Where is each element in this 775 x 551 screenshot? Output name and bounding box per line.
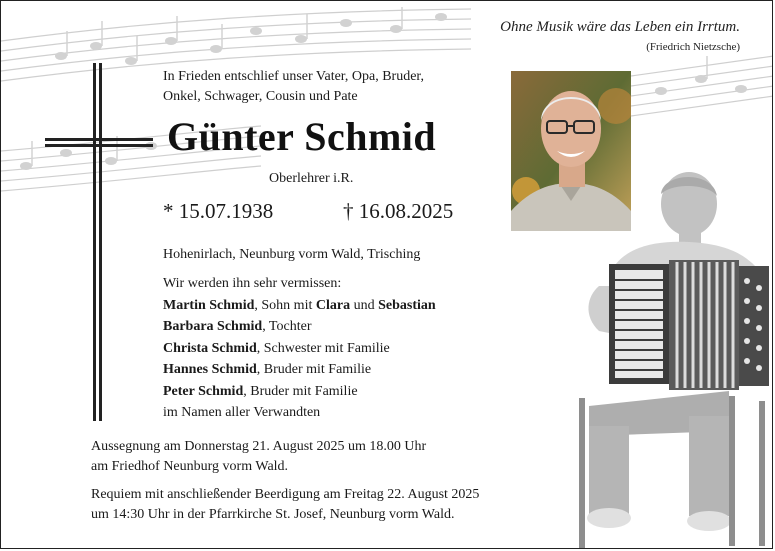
places-text: Hohenirlach, Neunburg vorm Wald, Trisching [163, 247, 421, 262]
cross-icon [45, 63, 153, 421]
family-heading: Wir werden ihn sehr vermissen: [163, 276, 342, 291]
intro-text [163, 67, 503, 107]
life-dates [163, 199, 503, 224]
service-line-1: Aussegnung am Donnerstag 21. August 2025 um 18.00 Uhr [91, 439, 427, 454]
death-date: † 16.08.2025 [343, 199, 454, 223]
accordion-player-photo [579, 166, 773, 549]
intro-line-2: Onkel, Schwager, Cousin und Pate [163, 89, 358, 104]
requiem-line-1: Requiem mit anschließender Beerdigung am Freitag 22. August 2025 [91, 487, 480, 502]
intro-line-1: In Frieden entschlief unser Vater, Opa, Bruder, [163, 69, 425, 84]
family-member: Peter Schmid, Bruder mit Familie [163, 383, 358, 399]
quote-text: Ohne Musik wäre das Leben ein Irrtum. [500, 19, 740, 35]
family-member: Christa Schmid, Schwester mit Familie [163, 340, 390, 356]
service-line-2: am Friedhof Neunburg vorm Wald. [91, 459, 289, 474]
requiem-line-2: um 14:30 Uhr in der Pfarrkirche St. Josef, Neunburg vorm Wald. [91, 507, 455, 522]
service-info [91, 437, 426, 477]
family-list [163, 273, 436, 424]
deceased-title: Oberlehrer i.R. [269, 171, 354, 186]
family-closing: im Namen aller Verwandten [163, 405, 321, 420]
family-member: Martin Schmid, Sohn mit Clara und Sebastian [163, 297, 436, 313]
deceased-name: Günter Schmid [167, 114, 437, 159]
requiem-info [91, 485, 479, 525]
quote-author: (Friedrich Nietzsche) [646, 41, 740, 53]
family-member: Barbara Schmid, Tochter [163, 319, 312, 334]
family-member: Hannes Schmid, Bruder mit Familie [163, 362, 372, 377]
birth-date: * 15.07.1938 [163, 199, 274, 223]
